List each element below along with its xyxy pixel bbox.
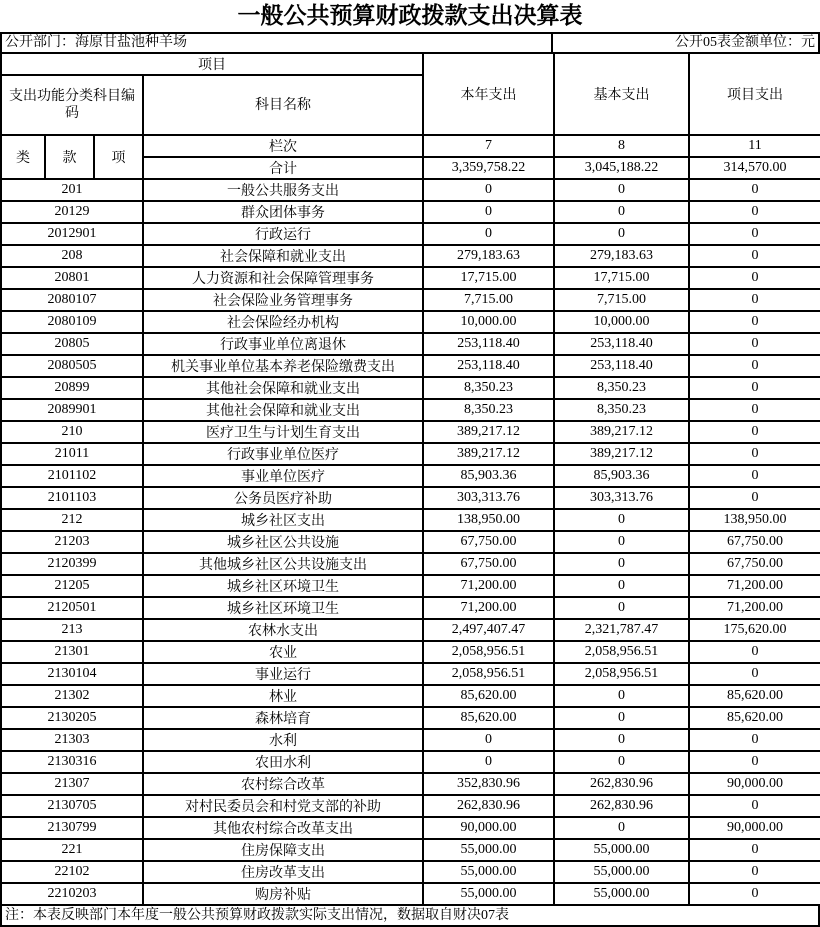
amount-cell: 0 [423,179,554,201]
total-value-cell: 314,570.00 [689,157,820,179]
code-cell: 2130316 [1,751,143,773]
amount-cell: 55,000.00 [423,861,554,883]
table-row [1,421,820,443]
amount-cell: 0 [689,795,820,817]
amount-cell: 85,620.00 [423,685,554,707]
code-cell: 21303 [1,729,143,751]
amount-cell: 0 [554,575,689,597]
amount-cell: 253,118.40 [423,355,554,377]
table-row [1,751,820,773]
amount-cell: 389,217.12 [554,443,689,465]
amount-cell: 0 [423,751,554,773]
code-cell: 2080109 [1,311,143,333]
amount-cell: 0 [689,289,820,311]
amount-cell: 71,200.00 [423,597,554,619]
amount-cell: 262,830.96 [554,795,689,817]
amount-cell: 253,118.40 [423,333,554,355]
code-cell: 221 [1,839,143,861]
code-cell: 2130104 [1,663,143,685]
total-label-cell: 合计 [143,157,423,179]
amount-cell: 67,750.00 [423,553,554,575]
table-row [1,707,820,729]
subject-name-cell: 购房补贴 [143,883,423,905]
table-row [1,575,820,597]
code-cell: 2130799 [1,817,143,839]
amount-cell: 0 [554,729,689,751]
col-header-current-year: 本年支出 [423,53,554,135]
table-row [1,883,820,905]
footnote: 注：本表反映部门本年度一般公共预算财政拨款实际支出情况，数据取自财决07表 [0,904,820,927]
table-row [1,553,820,575]
amount-cell: 90,000.00 [689,773,820,795]
subject-name-cell: 人力资源和社会保障管理事务 [143,267,423,289]
amount-cell: 0 [554,553,689,575]
amount-cell: 0 [689,355,820,377]
code-part-class: 类 [1,135,45,179]
lanci-number-cell: 8 [554,135,689,157]
table-row [1,729,820,751]
amount-cell: 0 [554,223,689,245]
code-header-cell: 支出功能分类科目编码 [1,75,143,135]
subject-name-cell: 住房改革支出 [143,861,423,883]
subject-name-cell: 行政事业单位离退休 [143,333,423,355]
amount-cell: 2,497,407.47 [423,619,554,641]
amount-cell: 0 [423,729,554,751]
code-cell: 212 [1,509,143,531]
code-cell: 2101102 [1,465,143,487]
table-row [1,443,820,465]
amount-cell: 0 [689,443,820,465]
amount-cell: 0 [554,707,689,729]
amount-cell: 175,620.00 [689,619,820,641]
code-cell: 22102 [1,861,143,883]
amount-cell: 0 [689,333,820,355]
amount-cell: 90,000.00 [423,817,554,839]
code-cell: 2080505 [1,355,143,377]
subject-name-cell: 一般公共服务支出 [143,179,423,201]
amount-cell: 303,313.76 [423,487,554,509]
subject-name-cell: 城乡社区公共设施 [143,531,423,553]
subject-name-cell: 社会保险业务管理事务 [143,289,423,311]
subject-name-cell: 群众团体事务 [143,201,423,223]
table-header [1,53,820,179]
code-cell: 21205 [1,575,143,597]
code-cell: 2101103 [1,487,143,509]
project-header-cell: 项目 [1,53,423,75]
amount-cell: 0 [689,399,820,421]
department-label: 公开部门：海原甘盐池种羊场 [2,34,553,52]
amount-cell: 0 [554,179,689,201]
amount-cell: 253,118.40 [554,333,689,355]
subject-name-cell: 住房保障支出 [143,839,423,861]
meta-row [0,32,820,54]
code-cell: 210 [1,421,143,443]
amount-cell: 71,200.00 [689,575,820,597]
lanci-number-cell: 11 [689,135,820,157]
code-cell: 2120501 [1,597,143,619]
code-part-item: 项 [94,135,143,179]
table-row [1,861,820,883]
code-cell: 21307 [1,773,143,795]
subject-name-header-cell: 科目名称 [143,75,423,135]
amount-cell: 85,620.00 [689,707,820,729]
amount-cell: 8,350.23 [423,399,554,421]
code-cell: 21011 [1,443,143,465]
subject-name-cell: 林业 [143,685,423,707]
amount-cell: 0 [689,465,820,487]
amount-cell: 0 [423,223,554,245]
code-cell: 20801 [1,267,143,289]
subject-name-cell: 农林水支出 [143,619,423,641]
amount-cell: 17,715.00 [554,267,689,289]
amount-cell: 0 [689,861,820,883]
code-part-section: 款 [45,135,94,179]
amount-cell: 303,313.76 [554,487,689,509]
amount-cell: 85,620.00 [423,707,554,729]
amount-cell: 85,903.36 [423,465,554,487]
subject-name-cell: 水利 [143,729,423,751]
amount-cell: 0 [689,377,820,399]
amount-cell: 0 [554,597,689,619]
code-cell: 21302 [1,685,143,707]
amount-cell: 138,950.00 [689,509,820,531]
subject-name-cell: 机关事业单位基本养老保险缴费支出 [143,355,423,377]
amount-cell: 2,058,956.51 [554,663,689,685]
code-cell: 2210203 [1,883,143,905]
code-cell: 2130705 [1,795,143,817]
total-value-cell: 3,359,758.22 [423,157,554,179]
table-row [1,773,820,795]
amount-cell: 389,217.12 [423,421,554,443]
table-body [1,179,820,905]
table-row [1,267,820,289]
amount-cell: 2,058,956.51 [423,663,554,685]
amount-cell: 0 [689,729,820,751]
code-cell: 2080107 [1,289,143,311]
code-cell: 20899 [1,377,143,399]
amount-cell: 85,903.36 [554,465,689,487]
amount-cell: 2,321,787.47 [554,619,689,641]
amount-cell: 90,000.00 [689,817,820,839]
amount-cell: 7,715.00 [423,289,554,311]
subject-name-cell: 城乡社区支出 [143,509,423,531]
table-row [1,817,820,839]
code-cell: 2089901 [1,399,143,421]
table-row [1,289,820,311]
amount-cell: 17,715.00 [423,267,554,289]
header-row-lanci [1,135,820,157]
subject-name-cell: 其他城乡社区公共设施支出 [143,553,423,575]
code-cell: 201 [1,179,143,201]
code-cell: 20805 [1,333,143,355]
table-row [1,531,820,553]
table-row [1,245,820,267]
subject-name-cell: 对村民委员会和村党支部的补助 [143,795,423,817]
table-row [1,663,820,685]
amount-cell: 0 [689,201,820,223]
amount-cell: 71,200.00 [423,575,554,597]
subject-name-cell: 社会保障和就业支出 [143,245,423,267]
amount-cell: 0 [689,663,820,685]
table-row [1,487,820,509]
amount-cell: 0 [689,267,820,289]
amount-cell: 67,750.00 [689,553,820,575]
subject-name-cell: 城乡社区环境卫生 [143,597,423,619]
code-cell: 2130205 [1,707,143,729]
amount-cell: 0 [689,179,820,201]
amount-cell: 8,350.23 [554,377,689,399]
subject-name-cell: 行政事业单位医疗 [143,443,423,465]
subject-name-cell: 农田水利 [143,751,423,773]
amount-cell: 2,058,956.51 [554,641,689,663]
lanci-label-cell: 栏次 [143,135,423,157]
amount-cell: 0 [689,223,820,245]
amount-cell: 389,217.12 [423,443,554,465]
amount-cell: 0 [689,245,820,267]
amount-cell: 0 [423,201,554,223]
code-cell: 20129 [1,201,143,223]
table-row [1,377,820,399]
code-cell: 213 [1,619,143,641]
subject-name-cell: 其他社会保障和就业支出 [143,377,423,399]
code-cell: 21203 [1,531,143,553]
subject-name-cell: 其他农村综合改革支出 [143,817,423,839]
subject-name-cell: 森林培育 [143,707,423,729]
amount-cell: 0 [689,839,820,861]
amount-cell: 389,217.12 [554,421,689,443]
table-row [1,597,820,619]
table-row [1,179,820,201]
col-header-project: 项目支出 [689,53,820,135]
subject-name-cell: 事业单位医疗 [143,465,423,487]
table-row [1,201,820,223]
subject-name-cell: 行政运行 [143,223,423,245]
amount-cell: 138,950.00 [423,509,554,531]
col-header-basic: 基本支出 [554,53,689,135]
total-value-cell: 3,045,188.22 [554,157,689,179]
amount-cell: 10,000.00 [423,311,554,333]
table-row [1,839,820,861]
table-row [1,795,820,817]
amount-cell: 71,200.00 [689,597,820,619]
amount-cell: 7,715.00 [554,289,689,311]
amount-cell: 0 [689,311,820,333]
code-cell: 2012901 [1,223,143,245]
code-cell: 21301 [1,641,143,663]
amount-cell: 0 [689,421,820,443]
table-row [1,311,820,333]
table-row [1,399,820,421]
code-cell: 2120399 [1,553,143,575]
amount-cell: 67,750.00 [689,531,820,553]
amount-cell: 279,183.63 [423,245,554,267]
amount-cell: 55,000.00 [554,883,689,905]
amount-cell: 0 [554,685,689,707]
amount-cell: 0 [689,883,820,905]
subject-name-cell: 社会保险经办机构 [143,311,423,333]
amount-cell: 0 [554,201,689,223]
page-title: 一般公共预算财政拨款支出决算表 [237,3,583,28]
amount-cell: 262,830.96 [423,795,554,817]
table-row [1,465,820,487]
table-row [1,685,820,707]
unit-label: 公开05表金额单位：元 [675,35,815,50]
amount-cell: 0 [554,751,689,773]
code-cell: 208 [1,245,143,267]
amount-cell: 85,620.00 [689,685,820,707]
amount-cell: 0 [554,817,689,839]
amount-cell: 352,830.96 [423,773,554,795]
subject-name-cell: 医疗卫生与计划生育支出 [143,421,423,443]
amount-cell: 67,750.00 [423,531,554,553]
amount-cell: 55,000.00 [554,861,689,883]
amount-cell: 55,000.00 [554,839,689,861]
amount-cell: 55,000.00 [423,839,554,861]
subject-name-cell: 事业运行 [143,663,423,685]
amount-cell: 8,350.23 [554,399,689,421]
amount-cell: 0 [554,509,689,531]
header-row-project [1,53,820,75]
amount-cell: 0 [689,751,820,773]
amount-cell: 0 [689,641,820,663]
amount-cell: 55,000.00 [423,883,554,905]
expenditure-table [0,52,820,906]
subject-name-cell: 公务员医疗补助 [143,487,423,509]
amount-cell: 262,830.96 [554,773,689,795]
table-row [1,223,820,245]
amount-cell: 0 [554,531,689,553]
subject-name-cell: 其他社会保障和就业支出 [143,399,423,421]
table-row [1,641,820,663]
amount-cell: 253,118.40 [554,355,689,377]
table-row [1,619,820,641]
lanci-number-cell: 7 [423,135,554,157]
amount-cell: 2,058,956.51 [423,641,554,663]
amount-cell: 0 [689,487,820,509]
amount-cell: 279,183.63 [554,245,689,267]
subject-name-cell: 农村综合改革 [143,773,423,795]
amount-cell: 10,000.00 [554,311,689,333]
subject-name-cell: 城乡社区环境卫生 [143,575,423,597]
subject-name-cell: 农业 [143,641,423,663]
table-row [1,333,820,355]
table-row [1,355,820,377]
amount-cell: 8,350.23 [423,377,554,399]
table-row [1,509,820,531]
